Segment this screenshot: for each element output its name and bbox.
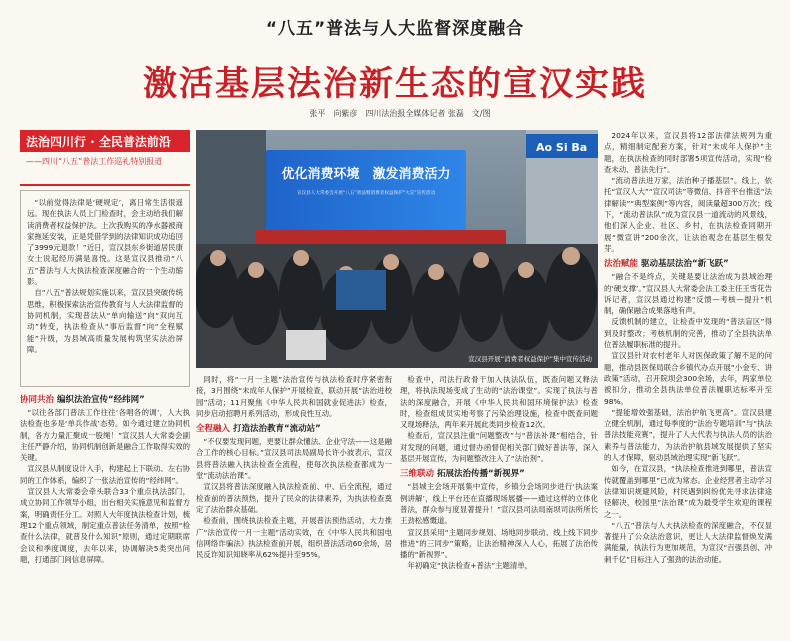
paragraph: 年初确定“执法检查+普法”主题清单， [407,561,533,571]
paragraph: 宣汉县将普法深度融入执法检查前、中、后全流程，通过检查前的普法预热，提升了民众的法律素养，为执法检查奠定了法治群众基础。 [196,482,392,514]
paragraph: “八五”普法与人大执法检查的深度融合，不仅显著提升了公众法治意识，更让人大法律监督焕发满满能量，执法行为更加规范，为宣汉“百强县创、冲刺千亿”目标注入了强劲的法治动能。 [604,520,772,564]
section-heading-linkage [400,464,598,481]
intro-paragraph-2: 自“八五”普法规划实施以来，宣汉县突破传统思维，积极探索法治宣传教育与人大法律监督的协同机制，实现普法从“单向输送”向“双向互动”转变，执法检查从“事后监督”向“全程赋能”升级，为县域高质量发展构筑坚实法治屏障。 [27,288,183,354]
paragraph: 宣汉县从制度设计入手，构建起上下联动、左右协同的工作体系，编织了一张法治宣传的“经纬网”。 [20,464,190,485]
section-tag: 三维联动 [400,469,435,480]
section-heading-integration [196,419,392,436]
middle-column-2 [400,374,598,630]
paragraph: 检查后，宣汉县注重“问题整改”与“普法补课”相结合，针对发现的问题，通过督办函督促相关部门做好普法等，深入基层开展宣传，为问题整改注入了“法治剂”。 [400,431,598,464]
section-title: 拓展法治传播“新视界” [436,469,525,480]
left-column [20,390,190,630]
banner-title: 法治四川行 · 全民普法前沿 [20,130,190,152]
right-column [604,130,772,630]
column-banner [20,130,190,182]
section-title: 编织法治宣传“经纬网” [56,395,145,405]
middle-column-1 [196,374,392,630]
banner-subtitle: ——四川“八五”普法工作巡礼特别报道 [26,157,163,166]
event-photo [196,130,598,368]
paragraph: 2024年以来，宣汉县将12部法律法规列为重点，精细制定配套方案，针对“未成年人保护”主题，在执法检查的同时部署5项宣传活动，实现“检查未动、普法先行”。 [604,131,772,174]
paragraph: 反馈机制的建立，让检查中发现的“普法盲区”得到及时整改；考核机制的完善，推动了全县执法单位普法履职标准的提升。 [604,317,772,350]
paragraph: 宣汉县人大常委会牵头联合33个重点执法部门，成立协同工作领导小组，出台相关实施意见和监督方案，明确责任分工。对照人大年度执法检查计划，梳理12个重点领域，制定重点普法任务清单，按照“检查什么法律，就普及什么知识”原则，通过定期联席会议和季度调度，去年以来，协调解决5类突出问题，打通部门间信息屏障。 [20,487,190,564]
section-heading-empowerment [604,254,772,271]
paragraph: 如今，在宣汉县，“执法检查推进到哪里，普法宣传就覆盖到哪里”已成为常态。企业经营者主动学习法律知识规避风险，村民遇到纠纷优先寻求法律途径解决，校园里“法治课”成为最受学生欢迎的课程之一。 [604,464,772,519]
paragraph: “提能增效强基础，法治护航飞更高”。宣汉县建立健全机制，通过每季度的“法治专题培训”与“执法普法技能竞赛”，提升了人大代表与执法人员的法治素养与普法能力，为法治护航县域发展提供了坚实的人才保障，驱动县域治理实现“新飞跃”。 [604,407,772,463]
byline: 张平 向紫彦 四川法治报全媒体记者 张磊 文/图 [309,109,491,118]
intro-box [20,190,190,387]
section-tag: 协同共治 [20,395,55,405]
stage-banner-line2: 宣汉县人大常委会开展“八五”普法暨消费者权益保护“大宣”宣传活动 [296,191,436,196]
section-heading-coordination [20,390,190,407]
section-title: 打造法治教育“流动站” [232,424,321,435]
paragraph: 同时，将“一月一主题”法治宣传与执法检查时序紧密衔接，3月围绕“未成年人保护”开展检查，联动开展“法治进校园”活动；11月聚焦《中华人民共和国就业促进法》检查，同步启动招聘月系列活动，形成良性互动。 [196,375,392,418]
stage-banner-line1: 优化消费环境 激发消费活力 [281,167,451,182]
section-tag: 全程融入 [196,424,231,435]
paragraph: “融合不是终点，关键是要让法治成为县域治理的‘硬支撑’。”宣汉县人大常委会法工委主任王雪花告诉记者，宣汉县通过构建“反馈—考核—提升”机制，确保融合成果落地有声。 [604,272,772,316]
paragraph: 检查中，司法行政骨干加入执法队伍，既查问题又释法理，将执法现场变成了生动的“法治课堂”。实现了执法与普法的深度融合，开展《中华人民共和国环境保护法》检查时，检查组成员实地考察了污染治理设施，检查中既查问题又现场释法，两年来开展此类同步检查12次。 [400,375,598,430]
paragraph: “县城主会场开展集中宣传，乡镇分会场同步进行‘执法案例讲解’，线上平台还在直播现场展播——通过这样的立体化普法，群众参与度显著提升！”宣汉县司法局南坝司法所所长王劲松感慨道。 [400,482,598,526]
paragraph: “以往各部门普法工作往往‘各唱各的调’，人大执法检查也多是‘单兵作战’态势。如今通过建立协同机制，各方力量汇聚成一股绳！”宣汉县人大常委会副主任严静介绍，协同机制创新是融合工作取得实效的关键。 [20,408,190,463]
section-tag: 法治赋能 [604,259,639,270]
shop-sign-text: Ao Si Ba [536,141,588,154]
photo-illustration [196,130,598,368]
paragraph: “流动普法进万家，法治种子播基层”。线上，依托“宣汉人大”“宣汉司法”等微信、抖音平台推送“法律解读”“典型案例”等内容，阅读量超300万次；线下，“流动普法队”成为宣汉县一道流动的风景线，他们深入企业、社区、乡村，在执法检查同期开展“微宣讲”200余次，让法治观念在基层生根发芽。 [604,176,772,253]
main-headline: 激活基层法治新生态的宣汉实践 [143,64,647,104]
section-title: 驱动基层法治“新飞跃” [640,259,729,270]
banner-rule [20,184,190,186]
sub-headline: “八五”普法与人大监督深度融合 [265,19,525,39]
paragraph: 宣汉县针对农村老年人对医保政策了解不足的问题，推动县医保局联合乡镇代办点开展“小金专、讲政策”活动，召开院坝会300余场，去年，两家单位被扣分，推动全县执法单位普法履职达标率升至98%。 [604,351,772,406]
photo-caption: 宣汉县开展“消费者权益保护”集中宣传活动 [468,355,592,363]
intro-paragraph-1: “以前觉得法律是‘硬规定’，离日常生活很遥远。现在执法人员上门检查时，会主动给我们解读消费者权益保护法。上次我购买的净水器被商家拖延安装，正是凭借学到的法律知识成功追回了3999元退款！”近日，宣汉县东乡街道居民康女士说起经历满是喜悦。这是宣汉县推动“八五”普法与人大执法检查深度融合的一个生动缩影。 [27,198,183,287]
paragraph: 检查前，围绕执法检查主题，开展普法预热活动，大力推广“法治宣传一月一主题”活动实效，在《中华人民共和国电信网络诈骗法》执法检查前开展，组织普法活动60余场，居民反诈知识知晓率从62%提升至95%。 [196,516,392,560]
paragraph: “不仅要发现问题，更要让群众懂法、企业守法——这是融合工作的核心目标。”宣汉县司法局副局长许小波表示，宣汉县将普法融入执法检查全流程，使每次执法检查都成为一堂“流动法治课”。 [196,437,392,481]
paragraph: 宣汉县采用“主题同步规划、场地同步联动、线上线下同步推进”的三同步”策略，让法治精神深入人心，拓展了法治传播的“新视界”。 [400,527,598,560]
